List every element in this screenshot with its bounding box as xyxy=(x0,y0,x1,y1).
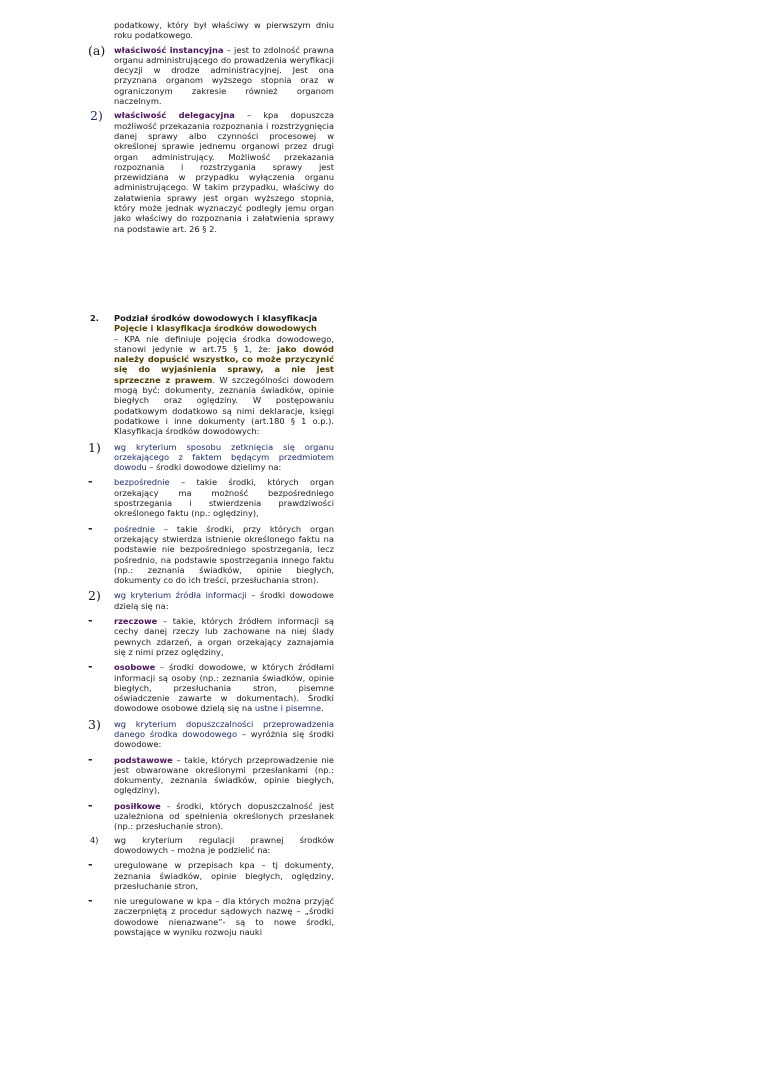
subitem-bezposrednie xyxy=(88,477,334,518)
legal-quote: jako dowód należy dopuścić wszystko, co może przyczynić się do wyjaśnienia sprawy, a nie jest sprzeczne z prawem xyxy=(114,343,334,385)
term-wlasciwosc-delegacyjna: właściwość delegacyjna xyxy=(114,110,235,121)
subitem-osobowe xyxy=(88,662,334,713)
period: . xyxy=(321,703,324,714)
list-marker: 1) xyxy=(88,439,101,455)
subitem-text xyxy=(114,524,334,586)
list-marker: 2) xyxy=(90,108,103,124)
list-marker: 4) xyxy=(90,834,99,845)
section-subtitle: Pojęcie i klasyfikacja środków dowodowych xyxy=(114,323,317,334)
term-definition: – środki dowodowe, w których źródłami informacji są osoby (np.: zeznania świadków, opinie biegłych, przesłuchania stron, pisemne oświadczenie zawarte w dokumentach). Środki dowodowe osobowe dzielą się na xyxy=(114,662,334,714)
dash-marker: - xyxy=(88,858,93,872)
list-item-instancyjna xyxy=(88,42,334,107)
term-definition: – takie środki, których organ orzekający ma możność bezpośredniego spostrzegania i stwierdzenia prawdziwości określonego faktu (np.: oględziny), xyxy=(114,477,334,519)
subitem-posilkowe xyxy=(88,798,334,832)
criterion-text: wg kryterium dopuszczalności przeprowadzenia danego środka dowodowego xyxy=(114,718,334,739)
classification-text: wg kryterium regulacji prawnej środków dowodowych – można je podzielić na: xyxy=(114,834,334,855)
dash-marker: - xyxy=(88,521,93,535)
subitem-nieuregulowane xyxy=(88,896,334,937)
criterion-rest: – wyróżnia się środki dowodowe: xyxy=(114,728,334,750)
section-number: 2. xyxy=(90,313,99,323)
continuation-text: podatkowy, który był właściwy w pierwszym dniu roku podatkowego. xyxy=(114,20,334,41)
classification-text xyxy=(114,590,334,611)
term-definition: – takie, których źródłem informacji są cechy danej rzeczy lub zachowane na niej ślady pewnych zdarzeń, a organ orzekający zaznajamia się z nimi przez oględziny, xyxy=(114,616,334,657)
subitem-text xyxy=(114,755,334,796)
section-2 xyxy=(88,313,334,937)
classification-3 xyxy=(88,716,334,750)
subitem-text xyxy=(114,616,334,657)
term-wlasciwosc-instancyjna: właściwość instancyjna xyxy=(114,44,224,55)
criterion-rest: – środki dowodowe dzielimy na: xyxy=(146,462,282,473)
subitem-uregulowane xyxy=(88,860,334,891)
intro-continuation: . W szczególności dowodem mogą być: dokumenty, zeznania świadków, opinie biegłych oraz oględziny. W postępowaniu podatkowym dodatkowo są nimi deklaracje, księgi podatkowe i inne dokumenty (art.180 § 1 o.p.). Klasyfikacja środków dowodowych: xyxy=(114,374,334,437)
term-rzeczowe: rzeczowe xyxy=(114,616,158,627)
section-heading xyxy=(88,313,334,437)
intro-text: – KPA nie definiuje pojęcia środka dowodowego, stanowi jedynie w art.75 § 1, że: xyxy=(114,333,334,354)
term-definition: – takie środki, przy których organ orzekający stwierdza istnienie określonego faktu na podstawie nie bezpośredniego spostrzegania, lecz pośrednio, na podstawie spostrzegania innego faktu (np.: zeznania świadków, opinie biegłych, dokumenty co do ich treści, przesłuchania stron). xyxy=(114,523,334,586)
section-intro xyxy=(114,334,334,437)
classification-2 xyxy=(88,590,334,611)
classification-text xyxy=(114,719,334,750)
classification-text xyxy=(114,442,334,473)
dash-marker: - xyxy=(88,752,93,766)
subitem-posrednie xyxy=(88,521,334,586)
criterion-rest: – środki dowodowe dzielą się na: xyxy=(114,590,334,611)
list-item-text xyxy=(114,110,334,234)
definition-text: – jest to zdolność prawna organu administrującego do prowadzenia weryfikacji decyzji w drodze administracyjnej. Jest ona przyznana organom wyższego stopnia oraz w ograniczonym zakresie również organom naczelnym. xyxy=(114,44,334,107)
classification-1 xyxy=(88,439,334,473)
list-item-text xyxy=(114,45,334,107)
subitem-text xyxy=(114,477,334,518)
term-bezposrednie: bezpośrednie xyxy=(114,477,170,488)
subitem-text xyxy=(114,801,334,832)
dash-marker: - xyxy=(88,894,93,908)
term-podstawowe: podstawowe xyxy=(114,754,173,765)
classification-4 xyxy=(88,835,334,856)
subitem-text xyxy=(114,662,334,713)
list-marker: 3) xyxy=(88,716,101,732)
ustne-pisemne-text: ustne i pisemne xyxy=(254,703,322,714)
list-marker: (a) xyxy=(88,42,106,58)
criterion-text: wg kryterium sposobu zetknięcia się organu orzekającego z faktem będącym przedmiotem dowodu xyxy=(114,441,334,473)
subitem-text: uregulowane w przepisach kpa – tj dokumenty, zeznania świadków, opinie biegłych, oględziny, przesłuchanie stron, xyxy=(114,860,334,891)
continuation-paragraph xyxy=(88,20,334,41)
subitem-podstawowe xyxy=(88,752,334,796)
definition-text: – kpa dopuszcza możliwość przekazania rozpoznania i rozstrzygnięcia danej sprawy albo czynności procesowej w określonej sprawie jednemu organowi przez drugi organ administrujący. Możliwość przekazania rozpoznania i rozstrzygania sprawy jest przewidziana w przypadku wyłączenia organu administrującego. W takim przypadku, właściwy do załatwienia sprawy jest organ wyższego stopnia, który może jednak wyznaczyć podległy jemu organ jako właściwy do rozpoznania i załatwienia sprawy na podstawie art. 26 § 2. xyxy=(114,110,335,234)
dash-marker: - xyxy=(88,798,93,812)
subitem-text: nie uregulowane w kpa – dla których można przyjąć zaczerpniętą z procedur sądowych nazwę – „środki dowodowe nienazwane”- są to nowe środki, powstające w wyniku rozwoju nauki xyxy=(114,896,334,938)
criterion-text: wg kryterium źródła informacji xyxy=(114,590,247,601)
dash-marker: - xyxy=(88,614,93,628)
list-item-delegacyjna xyxy=(88,110,334,234)
term-definition: - środki, których dopuszczalność jest uzależniona od spełnienia określonych przesłanek (np.: przesłuchanie stron). xyxy=(114,800,334,832)
subitem-rzeczowe xyxy=(88,616,334,657)
term-definition: – takie, których przeprowadzenie nie jest obwarowane określonymi przesłankami (np.: dokumenty, zeznania świadków, opinie biegłych, oględziny), xyxy=(114,754,334,796)
term-osobowe: osobowe xyxy=(114,662,156,673)
dash-marker: - xyxy=(88,660,93,674)
dash-marker: - xyxy=(88,475,93,489)
list-marker: 2) xyxy=(88,588,101,604)
section-title: Podział środków dowodowych i klasyfikacja xyxy=(114,313,318,323)
term-posrednie: pośrednie xyxy=(114,523,155,534)
top-fragment xyxy=(88,20,334,234)
term-posilkowe: posiłkowe xyxy=(114,800,161,811)
